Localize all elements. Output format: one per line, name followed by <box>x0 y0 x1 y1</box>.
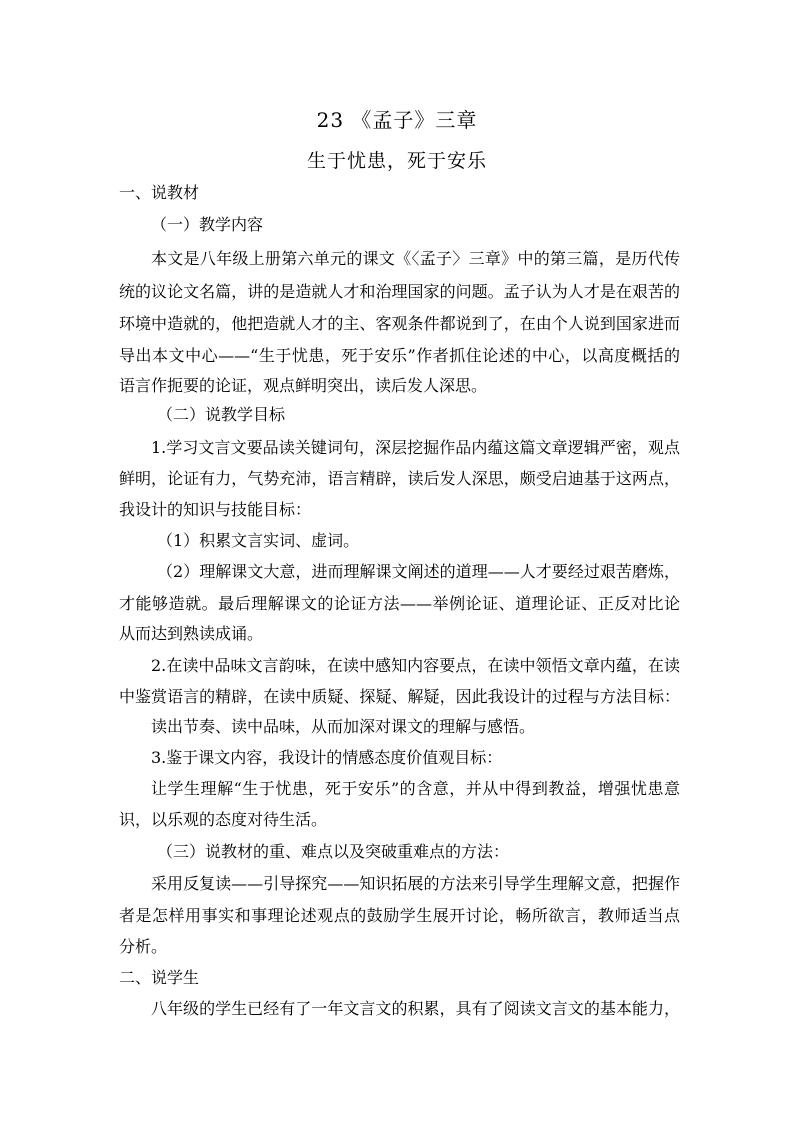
subsection-heading: （一）教学内容 <box>151 215 264 234</box>
paragraph-line: 读出节奏、读中品味，从而加深对课文的理解与感悟。 <box>151 717 536 736</box>
document-subtitle: 生于忧患，死于安乐 <box>306 150 487 172</box>
paragraph-line: 让学生理解“生于忧患，死于安乐”的含意，并从中得到教益，增强忧患意 <box>151 779 680 798</box>
paragraph-line: 统的议论文名篇，讲的是造就人才和治理国家的问题。孟子认为人才是在艰苦的 <box>119 282 680 301</box>
paragraph-line: 导出本文中心——“生于忧患，死于安乐”作者抓住论述的中心，以高度概括的 <box>119 346 680 365</box>
paragraph-line: 分析。 <box>119 937 168 956</box>
paragraph-line: 我设计的知识与技能目标： <box>119 500 312 519</box>
paragraph-line: 语言作扼要的论证，观点鲜明突出，读后发人深思。 <box>119 376 488 395</box>
paragraph-line: 鲜明，论证有力，气势充沛，语言精辟，读后发人深思，颇受启迪基于这两点， <box>119 469 680 488</box>
paragraph-line: 者是怎样用事实和事理论述观点的鼓励学生展开讨论，畅所欲言，教师适当点 <box>119 906 680 925</box>
paragraph-line: 采用反复读——引导探究——知识拓展的方法来引导学生理解文意，把握作 <box>151 874 680 893</box>
paragraph-line: 2.在读中品味文言韵味，在读中感知内容要点，在读中领悟文章内蕴，在读 <box>151 656 680 675</box>
paragraph-line: 识，以乐观的态度对待生活。 <box>119 810 328 829</box>
document-title: 23 《孟子》三章 <box>316 108 478 132</box>
section-heading: 一、说教材 <box>119 183 200 202</box>
paragraph-line: 环境中造就的，他把造就人才的主、客观条件都说到了，在由个人说到国家进而 <box>119 314 680 333</box>
paragraph-line: 3.鉴于课文内容，我设计的情感态度价值观目标： <box>151 748 503 767</box>
section-heading: 二、说学生 <box>119 968 200 987</box>
paragraph-line: 从而达到熟读成诵。 <box>119 624 264 643</box>
paragraph-line: 本文是八年级上册第六单元的课文《〈孟子〉三章》中的第三篇，是历代传 <box>151 249 680 268</box>
list-item: （1）积累文言实词、虚词。 <box>157 531 360 550</box>
subsection-heading: （二）说教学目标 <box>157 405 286 424</box>
paragraph-line: 中鉴赏语言的精辟，在读中质疑、探疑、解疑，因此我设计的过程与方法目标： <box>119 687 680 706</box>
subsection-heading: （三）说教材的重、难点以及突破重难点的方法： <box>157 842 510 861</box>
list-item: （2）理解课文大意，进而理解课文阐述的道理——人才要经过艰苦磨炼， <box>157 562 680 581</box>
paragraph-line: 才能够造就。最后理解课文的论证方法——举例论证、道理论证、正反对比论 <box>119 594 680 613</box>
paragraph-line: 八年级的学生已经有了一年文言文的积累，具有了阅读文言文的基本能力， <box>151 999 680 1018</box>
paragraph-line: 1.学习文言文要品读关键词句，深层挖掘作品内蕴这篇文章逻辑严密，观点 <box>151 438 680 457</box>
